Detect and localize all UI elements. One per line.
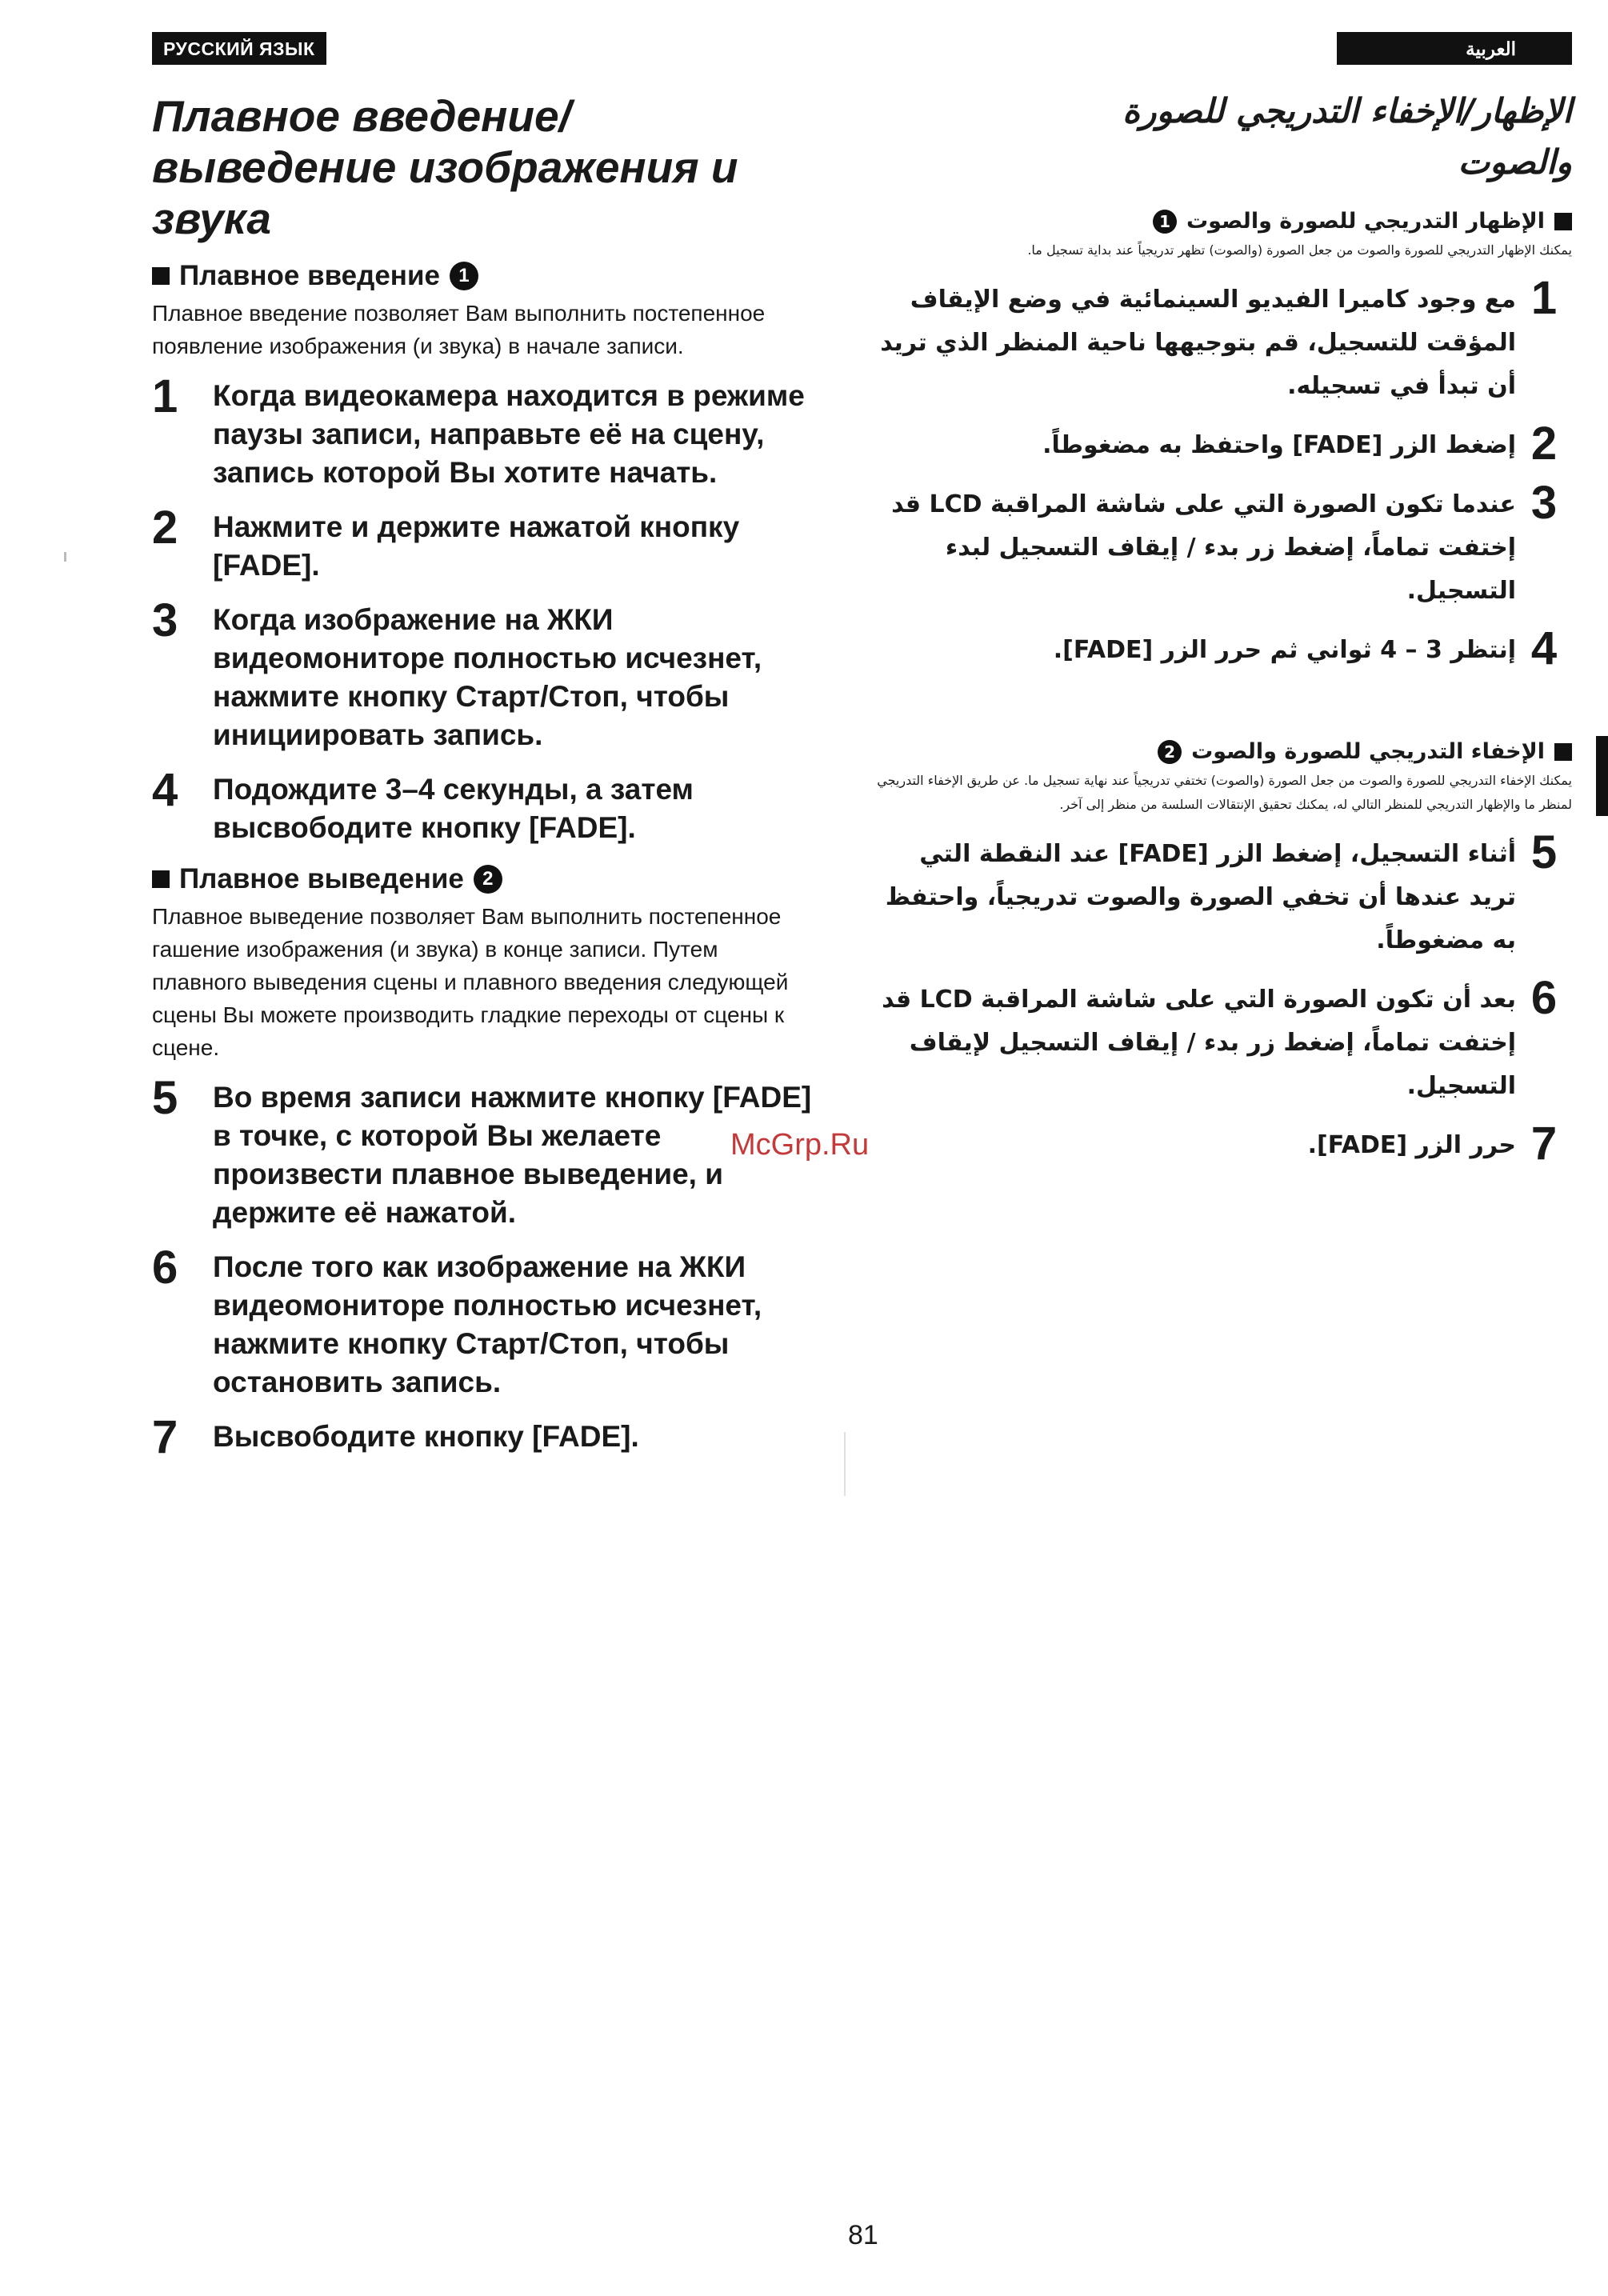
section-heading-text: الإظهار التدريجي للصورة والصوت xyxy=(1186,209,1545,234)
title-line: الإظهار/الإخفاء التدريجي للصورة xyxy=(1122,91,1572,130)
step-item xyxy=(152,1411,816,1463)
circled-number-icon: 2 xyxy=(1158,740,1182,764)
step-text: إنتظر 3 – 4 ثواني ثم حرر الزر [FADE]. xyxy=(1053,636,1516,664)
step-number: 1 xyxy=(1530,272,1558,324)
title-line: Плавное введение/ xyxy=(152,91,571,141)
step-number: 5 xyxy=(152,1072,178,1124)
page-title-russian xyxy=(152,90,816,244)
step-text: Подождите 3–4 секунды, а затем высвободите кнопку [FADE]. xyxy=(213,773,694,844)
page-number: 81 xyxy=(848,2220,878,2250)
step-item xyxy=(868,972,1572,1108)
step-item xyxy=(152,1072,816,1232)
section-description: يمكنك الإخفاء التدريجي للصورة والصوت من جعل الصورة (والصوت) تختفي تدريجياً عند نهاية تسجيل ما. عن طريق الإخفاء التدريجي لمنظر ما والإظهار التدريجي للمنظر التالي له، يمكنك تحقيق الإنتقالات السلسة من منظر إلى آخر. xyxy=(877,773,1572,812)
step-item xyxy=(152,1242,816,1402)
section-heading-text: Плавное выведение xyxy=(179,863,464,894)
section-heading-fade-in-arabic xyxy=(868,209,1572,234)
divider xyxy=(844,1432,846,1496)
circled-number-icon: 1 xyxy=(450,262,478,290)
step-number: 2 xyxy=(1530,418,1558,470)
square-bullet-icon xyxy=(1554,213,1572,230)
step-item xyxy=(152,594,816,754)
arabic-column xyxy=(868,32,1572,1183)
title-line: выведение изображения и xyxy=(152,142,738,192)
section-edge-marker xyxy=(1596,736,1608,816)
step-number: 3 xyxy=(152,594,178,646)
step-item xyxy=(152,764,816,847)
square-bullet-icon xyxy=(152,870,170,888)
step-text: عندما تكون الصورة التي على شاشة المراقبة LCD قد إختفت تماماً، إضغط زر بدء / إيقاف التسجيل لبدء التسجيل. xyxy=(891,490,1516,605)
section-heading-text: Плавное введение xyxy=(179,260,440,291)
section-heading-text: الإخفاء التدريجي للصورة والصوت xyxy=(1191,739,1545,764)
step-text: После того как изображение на ЖКИ видеомониторе полностью исчезнет, нажмите кнопку Старт/Стоп, чтобы остановить запись. xyxy=(213,1250,762,1398)
margin-mark xyxy=(64,552,66,562)
step-item xyxy=(868,1118,1572,1170)
step-text: حرر الزر [FADE]. xyxy=(1307,1131,1516,1159)
section-heading-fade-in xyxy=(152,260,816,292)
step-text: Нажмите и держите нажатой кнопку [FADE]. xyxy=(213,510,740,582)
step-item xyxy=(152,502,816,585)
language-tab-russian: РУССКИЙ ЯЗЫК xyxy=(152,32,326,65)
section-description: Плавное введение позволяет Вам выполнить постепенное появление изображения (и звука) в начале записи. xyxy=(152,301,766,358)
step-text: Высвободите кнопку [FADE]. xyxy=(213,1420,639,1453)
russian-column xyxy=(152,32,816,1477)
step-number: 4 xyxy=(1530,622,1558,674)
section-description: Плавное выведение позволяет Вам выполнить постепенное гашение изображения (и звука) в конце записи. Путем плавного выведения сцены и плавного введения следующей сцены Вы можете производить гладкие переходы от сцены к сцене. xyxy=(152,904,789,1060)
step-item xyxy=(152,370,816,492)
step-text: أثناء التسجيل، إضغط الزر [FADE] عند النقطة التي تريد عندها أن تخفي الصورة والصوت تدريجياً، واحتفظ به مضغوطاً. xyxy=(885,840,1516,954)
step-number: 1 xyxy=(152,370,178,422)
step-text: إضغط الزر [FADE] واحتفظ به مضغوطاً. xyxy=(1042,431,1516,459)
watermark: McGrp.Ru xyxy=(730,1128,870,1162)
title-line: والصوت xyxy=(1458,142,1572,182)
step-item xyxy=(868,272,1572,408)
page-title-arabic xyxy=(868,86,1572,188)
step-item xyxy=(868,477,1572,613)
circled-number-icon: 2 xyxy=(474,865,502,894)
step-text: Во время записи нажмите кнопку [FADE] в точке, с которой Вы желаете произвести плавное выведение, и держите её нажатой. xyxy=(213,1081,812,1229)
section-description: يمكنك الإظهار التدريجي للصورة والصوت من جعل الصورة (والصوت) تظهر تدريجياً عند بداية تسجيل ما. xyxy=(1027,242,1572,258)
step-text: مع وجود كاميرا الفيديو السينمائية في وضع الإيقاف المؤقت للتسجيل، قم بتوجيهها ناحية المنظر الذي تريد أن تبدأ في تسجيله. xyxy=(880,286,1516,400)
circled-number-icon: 1 xyxy=(1153,210,1177,234)
step-text: Когда изображение на ЖКИ видеомониторе полностью исчезнет, нажмите кнопку Старт/Стоп, чтобы инициировать запись. xyxy=(213,603,762,751)
title-line: звука xyxy=(152,194,271,243)
step-number: 7 xyxy=(1530,1118,1558,1170)
step-number: 2 xyxy=(152,502,178,554)
step-text: بعد أن تكون الصورة التي على شاشة المراقبة LCD قد إختفت تماماً، إضغط زر بدء / إيقاف التسجيل لإيقاف التسجيل. xyxy=(882,986,1516,1100)
step-item xyxy=(868,418,1572,470)
step-number: 4 xyxy=(152,764,178,816)
step-number: 7 xyxy=(152,1411,178,1463)
section-heading-fade-out xyxy=(152,863,816,895)
step-number: 6 xyxy=(152,1242,178,1294)
step-text: Когда видеокамера находится в режиме паузы записи, направьте её на сцену, запись которой Вы хотите начать. xyxy=(213,379,805,489)
square-bullet-icon xyxy=(152,267,170,285)
step-number: 5 xyxy=(1530,826,1558,878)
step-number: 3 xyxy=(1530,477,1558,529)
language-tab-arabic: العربية xyxy=(1337,32,1572,65)
step-item xyxy=(868,826,1572,962)
step-item xyxy=(868,622,1572,674)
section-heading-fade-out-arabic xyxy=(868,739,1572,764)
square-bullet-icon xyxy=(1554,743,1572,761)
step-number: 6 xyxy=(1530,972,1558,1024)
